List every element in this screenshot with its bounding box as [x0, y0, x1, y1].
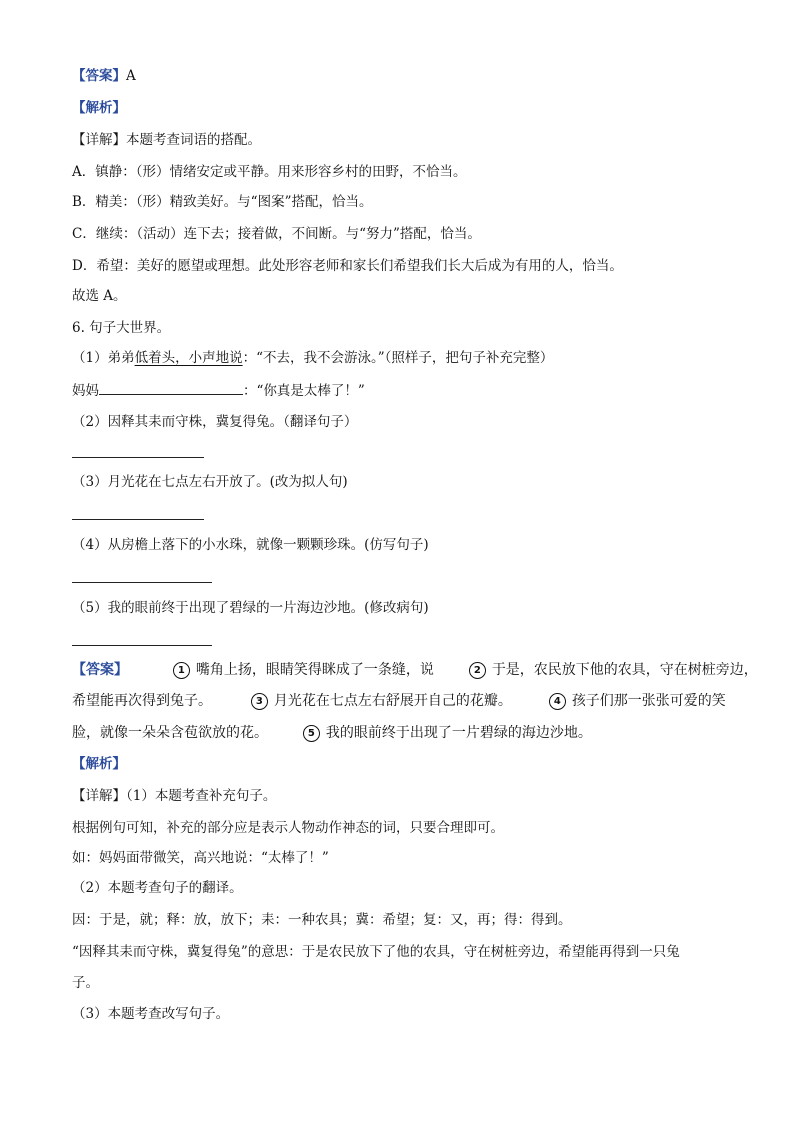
- answer-line-blank[interactable]: [72, 457, 204, 458]
- detail-line: [72, 130, 261, 150]
- q1-prefix: （1）弟弟: [72, 350, 135, 366]
- detail-text: 本题考查词语的搭配。: [126, 132, 261, 148]
- detail-tag: 【详解】: [72, 132, 126, 148]
- analysis-heading: [72, 98, 126, 118]
- conclusion: 故选 A。: [72, 288, 127, 304]
- option-d: D．希望：美好的愿望或理想。此处形容老师和家长们希望我们长大后成为有用的人，恰当。: [72, 258, 623, 274]
- q1-line2-suffix: ：“你真是太棒了！”: [243, 383, 365, 399]
- answer2-line2: [72, 691, 726, 711]
- answer-item-4a: 孩子们那一张张可爱的笑: [571, 693, 726, 709]
- question-1-line2: [72, 380, 365, 401]
- answer-item-2b: 希望能再次得到兔子。: [72, 693, 212, 709]
- answer-tag: 【答案】: [72, 68, 126, 84]
- option-a: A．镇静：（形）情绪安定或平静。用来形容乡村的田野，不恰当。: [72, 164, 467, 180]
- analysis-line: 根据例句可知，补充的部分应是表示人物动作神态的词，只要合理即可。: [72, 820, 504, 836]
- analysis-tag: 【解析】: [72, 100, 126, 116]
- circled-number-3: 3: [251, 693, 268, 710]
- question-1: [72, 348, 553, 368]
- analysis-heading: [72, 754, 126, 774]
- q1-suffix: ：“不去，我不会游泳。”（照样子，把句子补充完整）: [242, 350, 554, 366]
- question-3: （3）月光花在七点左右开放了。(改为拟人句): [72, 474, 348, 490]
- q1-line2-prefix: 妈妈: [72, 383, 99, 399]
- answer2-line1: [72, 660, 758, 680]
- circled-number-2: 2: [469, 662, 486, 679]
- analysis-line: （3）本题考查改写句子。: [72, 1006, 230, 1022]
- question-title: 6. 句子大世界。: [72, 320, 171, 336]
- detail-line: [72, 786, 276, 806]
- answer-item-4b: 脸，就像一朵朵含苞欲放的花。: [72, 725, 268, 741]
- analysis-tag: 【解析】: [72, 756, 126, 772]
- analysis-line: （2）本题考查句子的翻译。: [72, 880, 243, 896]
- q1-underlined: 低着头，小声地说: [134, 350, 243, 366]
- detail-text: （1）本题考查补充句子。: [126, 788, 277, 804]
- analysis-line: “因释其耒而守株，冀复得兔”的意思：于是农民放下了他的农具，守在树桩旁边，希望能再得到一只兔: [72, 944, 680, 960]
- answer-line-blank[interactable]: [72, 645, 212, 646]
- analysis-line: 如：妈妈面带微笑，高兴地说：“太棒了！”: [72, 850, 329, 866]
- answer-item-1: 嘴角上扬，眼睛笑得眯成了一条缝，说: [195, 662, 434, 678]
- option-b: B．精美：（形）精致美好。与“图案”搭配，恰当。: [72, 194, 373, 210]
- detail-tag: 【详解】: [72, 788, 126, 804]
- answer-item-2a: 于是，农民放下他的农具，守在树桩旁边，: [491, 662, 758, 678]
- question-4: （4）从房檐上落下的小水珠，就像一颗颗珍珠。(仿写句子): [72, 537, 429, 553]
- question-5: （5）我的眼前终于出现了碧绿的一片海边沙地。(修改病句): [72, 600, 429, 616]
- answer-item-3: 月光花在七点左右舒展开自己的花瓣。: [273, 693, 512, 709]
- answer-blank[interactable]: [99, 380, 243, 395]
- answer2-line3: [72, 723, 592, 743]
- circled-number-1: 1: [173, 662, 190, 679]
- answer-line-blank[interactable]: [72, 519, 204, 520]
- answer-item-5: 我的眼前终于出现了一片碧绿的海边沙地。: [325, 725, 592, 741]
- answer-line-blank[interactable]: [72, 582, 212, 583]
- answer-line: [72, 66, 136, 86]
- answer-value: A: [126, 68, 136, 84]
- circled-number-4: 4: [549, 693, 566, 710]
- answer-tag: 【答案】: [72, 662, 128, 678]
- analysis-line: 因：于是，就；释：放，放下；耒：一种农具；冀：希望；复：又，再；得：得到。: [72, 912, 572, 928]
- circled-number-5: 5: [303, 725, 320, 742]
- question-2: （2）因释其耒而守株，冀复得兔。（翻译句子）: [72, 414, 358, 430]
- option-c: C．继续：（活动）连下去；接着做，不间断。与“努力”搭配，恰当。: [72, 226, 481, 242]
- analysis-line: 子。: [72, 975, 99, 991]
